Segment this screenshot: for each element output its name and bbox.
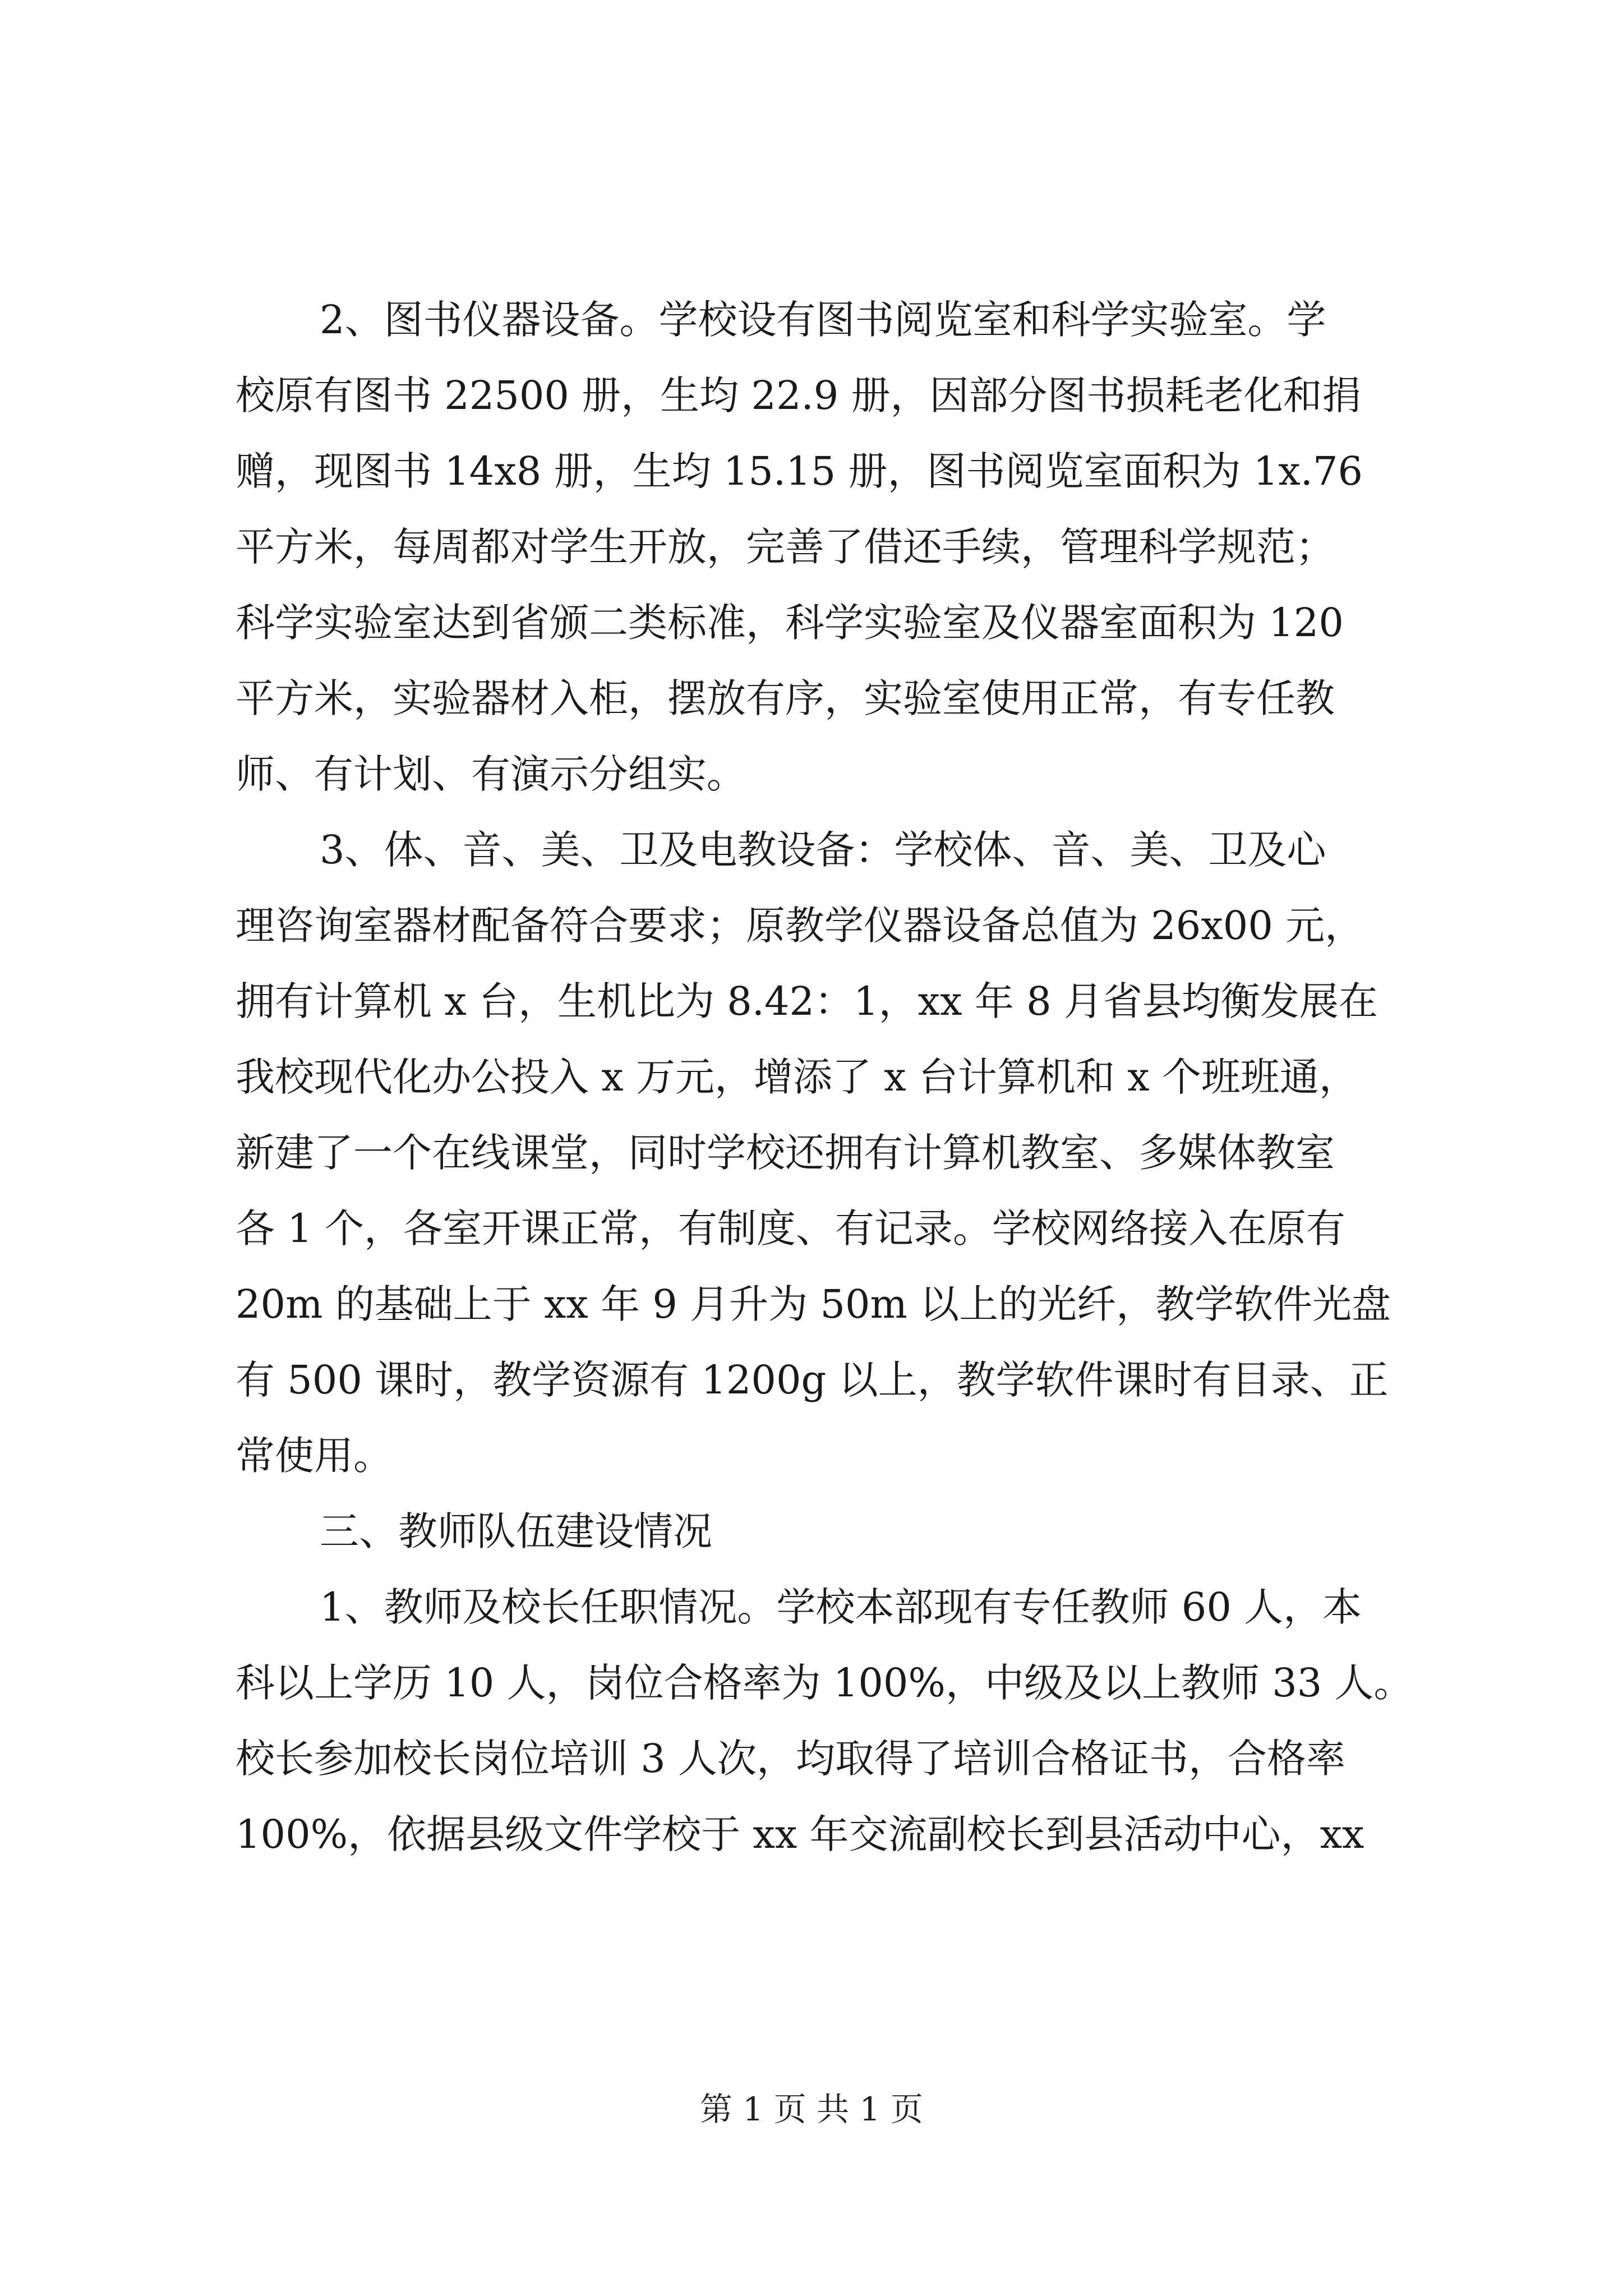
paragraph-2-line-7: 20m 的基础上于 xx 年 9 月升为 50m 以上的光纤，教学软件光盘 [236, 1281, 1391, 1327]
paragraph-3-line-1: 1、教师及校长任职情况。学校本部现有专任教师 60 人，本 [320, 1584, 1362, 1630]
paragraph-2-line-8: 有 500 课时，教学资源有 1200g 以上，教学软件课时有目录、正 [236, 1357, 1389, 1403]
paragraph-3-line-4: 100%，依据县级文件学校于 xx 年交流副校长到县活动中心，xx [236, 1811, 1364, 1857]
paragraph-2-line-9: 常使用。 [236, 1433, 393, 1479]
paragraph-2-line-4: 我校现代化办公投入 x 万元，增添了 x 台计算机和 x 个班班通， [236, 1054, 1358, 1100]
paragraph-2-line-2: 理咨询室器材配备符合要求；原教学仪器设备总值为 26x00 元， [236, 903, 1364, 949]
paragraph-3-line-3: 校长参加校长岗位培训 3 人次，均取得了培训合格证书，合格率 [236, 1736, 1346, 1782]
section-heading: 三、教师队伍建设情况 [320, 1508, 712, 1554]
paragraph-1-line-3: 赠，现图书 14x8 册，生均 15.15 册，图书阅览室面积为 1x.76 [236, 448, 1363, 494]
paragraph-2-line-5: 新建了一个在线课堂，同时学校还拥有计算机教室、多媒体教室 [236, 1130, 1335, 1176]
page-footer: 第 1 页 共 1 页 [700, 2090, 923, 2128]
paragraph-1-line-7: 师、有计划、有演示分组实。 [236, 751, 746, 797]
paragraph-2-line-3: 拥有计算机 x 台，生机比为 8.42：1，xx 年 8 月省县均衡发展在 [236, 978, 1378, 1024]
paragraph-1-line-6: 平方米，实验器材入柜，摆放有序，实验室使用正常，有专任教 [236, 675, 1335, 721]
paragraph-1-line-1: 2、图书仪器设备。学校设有图书阅览室和科学实验室。学 [320, 297, 1326, 343]
paragraph-1-line-5: 科学实验室达到省颁二类标准，科学实验室及仪器室面积为 120 [236, 600, 1344, 646]
paragraph-1-line-4: 平方米，每周都对学生开放，完善了借还手续，管理科学规范； [236, 524, 1335, 570]
paragraph-3-line-2: 科以上学历 10 人，岗位合格率为 100%，中级及以上教师 33 人。 [236, 1660, 1413, 1706]
paragraph-1-line-2: 校原有图书 22500 册，生均 22.9 册，因部分图书损耗老化和捐 [236, 372, 1362, 418]
paragraph-2-line-1: 3、体、音、美、卫及电教设备：学校体、音、美、卫及心 [320, 827, 1326, 873]
paragraph-2-line-6: 各 1 个，各室开课正常，有制度、有记录。学校网络接入在原有 [236, 1205, 1346, 1251]
